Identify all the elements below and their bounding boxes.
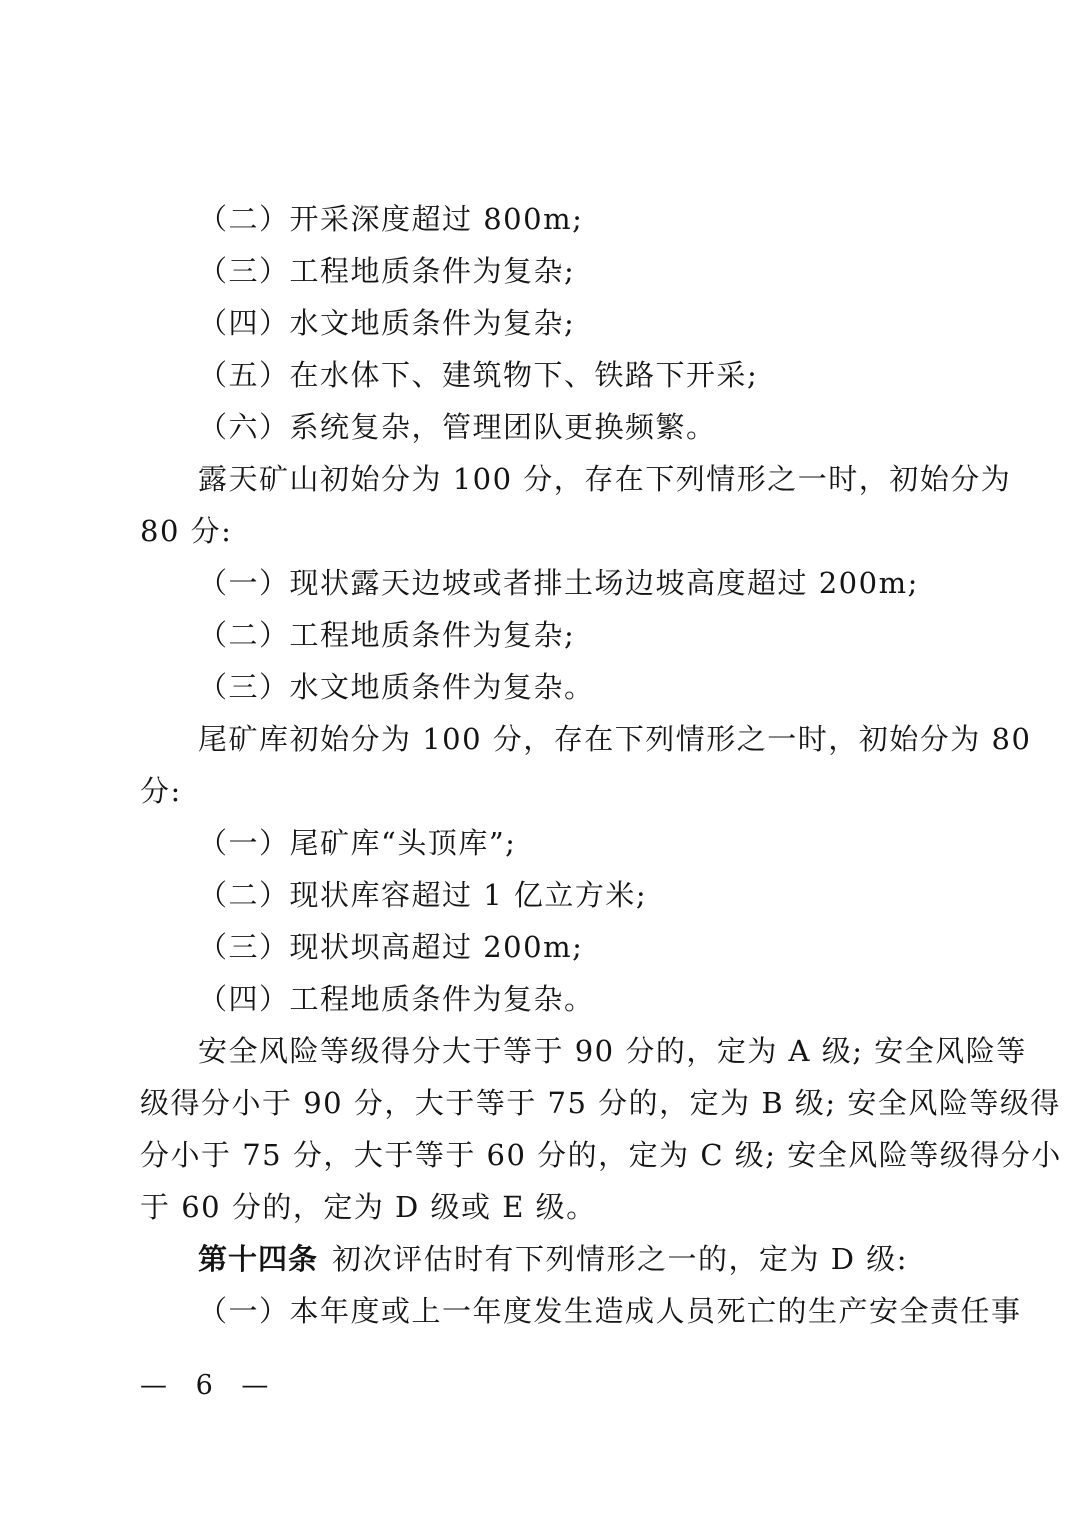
- list-item-tailings-engineering-geology: （四）工程地质条件为复杂。: [198, 982, 595, 1016]
- list-item-dam-height: （三）现状坝高超过 200m;: [198, 930, 584, 964]
- list-item-engineering-geology: （三）工程地质条件为复杂;: [198, 254, 576, 288]
- list-item-slope-height: （一）现状露天边坡或者排土场边坡高度超过 200m;: [198, 566, 919, 600]
- risk-level-paragraph-line-2: 级得分小于 90 分，大于等于 75 分的，定为 B 级; 安全风险等级得: [140, 1086, 1061, 1120]
- list-item-complex-system: （六）系统复杂，管理团队更换频繁。: [198, 410, 717, 444]
- article-fourteen: [140, 1233, 935, 1285]
- list-item-open-pit-engineering-geology: （二）工程地质条件为复杂;: [198, 618, 576, 652]
- page-number: — 6 —: [140, 1370, 279, 1401]
- open-pit-paragraph-line-2: 80 分:: [140, 514, 233, 548]
- document-body: [140, 193, 1062, 1337]
- risk-level-paragraph-line-3: 分小于 75 分，大于等于 60 分的，定为 C 级; 安全风险等级得分小: [140, 1138, 1062, 1172]
- list-item-hydrogeology: （四）水文地质条件为复杂;: [198, 306, 576, 340]
- list-item-open-pit-hydrogeology: （三）水文地质条件为复杂。: [198, 670, 595, 704]
- list-item-mining-under-structures: （五）在水体下、建筑物下、铁路下开采;: [198, 358, 759, 392]
- risk-level-paragraph-line-1: 安全风险等级得分大于等于 90 分的，定为 A 级; 安全风险等: [198, 1034, 1027, 1068]
- tailings-paragraph-line-2: 分:: [140, 774, 182, 808]
- list-item-capacity: （二）现状库容超过 1 亿立方米;: [198, 878, 648, 912]
- risk-level-paragraph-line-4: 于 60 分的，定为 D 级或 E 级。: [140, 1190, 597, 1224]
- tailings-paragraph-line-1: 尾矿库初始分为 100 分，存在下列情形之一时，初始分为 80: [198, 722, 1032, 756]
- list-item-fatal-accident: （一）本年度或上一年度发生造成人员死亡的生产安全责任事: [198, 1294, 1022, 1328]
- article-heading: 第十四条: [198, 1242, 319, 1276]
- open-pit-paragraph-line-1: 露天矿山初始分为 100 分，存在下列情形之一时，初始分为: [198, 462, 1012, 496]
- list-item-head-top-reservoir: （一）尾矿库“头顶库”;: [198, 826, 517, 860]
- list-item-mining-depth: （二）开采深度超过 800m;: [198, 202, 584, 236]
- article-text: 初次评估时有下列情形之一的，定为 D 级:: [332, 1242, 908, 1276]
